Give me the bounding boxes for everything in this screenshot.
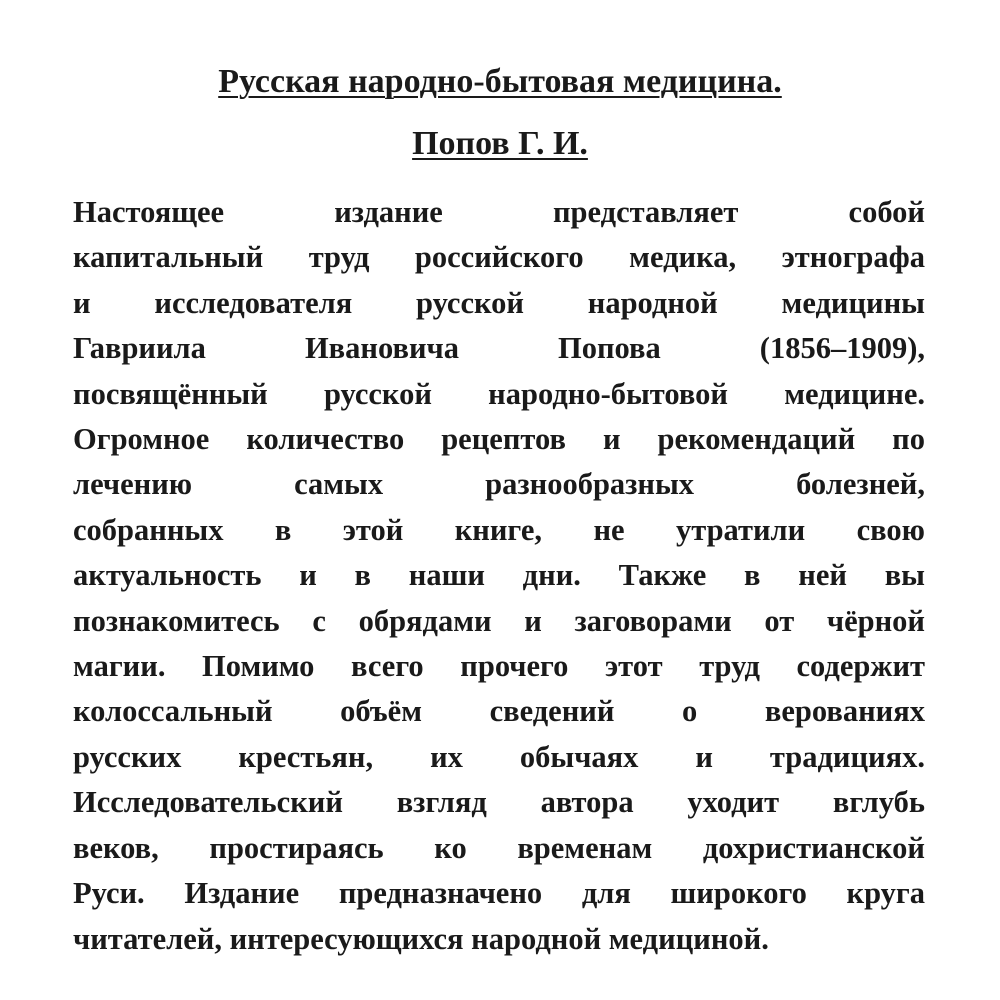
body-line: русских крестьян, их обычаях и традициях.	[73, 739, 925, 774]
body-line: познакомитесь с обрядами и заговорами от чёрной	[73, 603, 925, 638]
body-line: посвящённый русской народно-бытовой медицине.	[73, 376, 925, 411]
body-line: собранных в этой книге, не утратили свою	[73, 512, 925, 547]
body-line: Огромное количество рецептов и рекомендаций по	[73, 422, 925, 457]
document-title: Русская народно-бытовая медицина.	[218, 63, 782, 100]
body-line: капитальный труд российского медика, этнографа	[73, 240, 925, 275]
body-line: актуальность и в наши дни. Также в ней вы	[73, 558, 925, 593]
body-line: и исследователя русской народной медицины	[73, 285, 925, 320]
body-line: колоссальный объём сведений о верованиях	[73, 694, 925, 729]
body-line: лечению самых разнообразных болезней,	[73, 467, 925, 502]
body-line: Исследовательский взгляд автора уходит вглубь	[73, 785, 925, 820]
body-line: Руси. Издание предназначено для широкого круга	[73, 876, 925, 911]
document-body	[73, 190, 925, 962]
body-line: веков, простираясь ко временам дохристианской	[73, 830, 925, 865]
body-line: Настоящее издание представляет собой	[73, 195, 925, 229]
body-line: читателей, интересующихся народной медициной.	[73, 921, 769, 956]
body-line: магии. Помимо всего прочего этот труд содержит	[73, 649, 925, 684]
document-author: Попов Г. И.	[412, 125, 588, 162]
body-line: Гавриила Ивановича Попова (1856–1909),	[73, 331, 925, 366]
